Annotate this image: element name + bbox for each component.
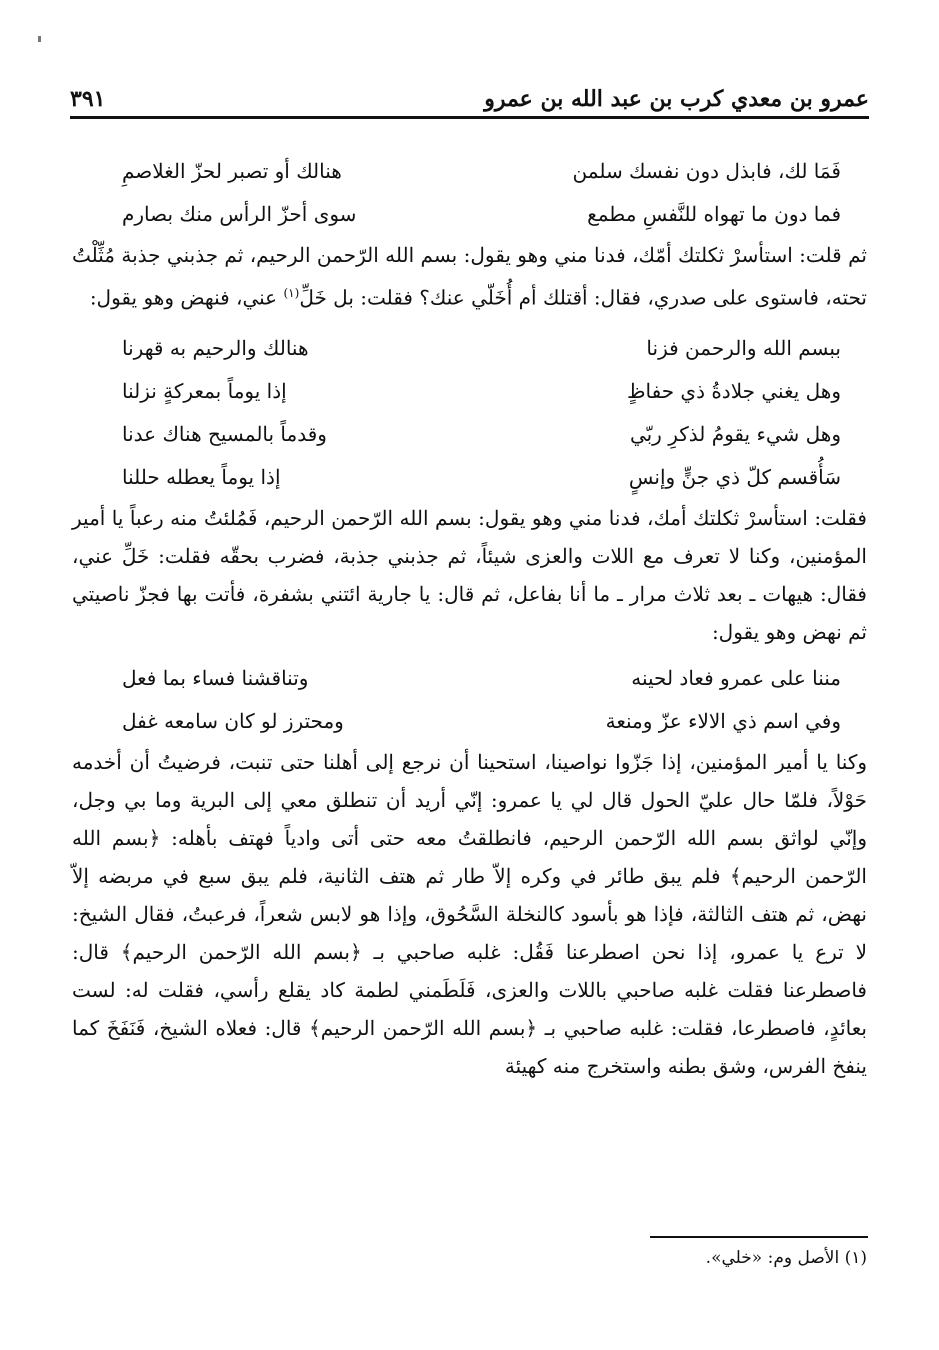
page-number: ٣٩١ xyxy=(70,86,106,112)
verse-first-hemistich: مننا على عمرو فعاد لحينه xyxy=(631,665,841,690)
verse-first-hemistich: فما دون ما تهواه للنَّفسِ مطمع xyxy=(587,202,841,226)
verse-line xyxy=(72,413,867,456)
verse-line xyxy=(72,193,867,236)
prose-paragraph: وكنا يا أمير المؤمنين، إذا جَزّوا نواصينا، استحينا أن نرجع إلى أهلنا حتى تنبت، فرضيتُ أن أخدمه حَوْلاً، فلمّا حال عليّ الحول قال لي يا عمرو: إنّي أريد أن تنطلق معي إلى البرية وما بي وجل، وإنّي لواثق بسم الله الرّحمن الرحيم، فانطلقتُ معه حتى أتى وادياً فهتف بأهله: ﴿بسم الله الرّحمن الرحيم﴾ فلم يبق طائر في وكره إلاّ طار ثم هتف الثانية، فلم يبق سبع في مربضه إلاّ نهض، ثم هتف الثالثة، فإذا هو بأسود كالنخلة السَّحُوق، وإذا هو لابس شعراً، فرعبتُ، فقال الشيخ: لا ترع يا عمرو، إذا نحن اصطرعنا فَقُل: غلبه صاحبي بـ ﴿بسم الله الرّحمن الرحيم﴾ قال: فاصطرعنا فقلت غلبه صاحبي باللات والعزى، فَلَطَمني لطمة كاد يقلع رأسي، فقلت له: لست بعائدٍ، فاصطرعا، فقلت: غلبه صاحبي بـ ﴿بسم الله الرّحمن الرحيم﴾ قال: فعلاه الشيخ، فَنَفَخَ كما ينفخ الفرس، وشق بطنه واستخرج منه كهيئة xyxy=(72,749,867,1078)
verse-second-hemistich: وتناقشنا فساء بما فعل xyxy=(122,665,309,690)
main-text xyxy=(72,150,867,1085)
running-header xyxy=(70,82,869,119)
prose-paragraph xyxy=(72,236,867,317)
verse-second-hemistich: ومحترز لو كان سامعه غفل xyxy=(122,708,344,733)
verse-second-hemistich: هنالك أو تصبر لحزّ الغلاصمِ xyxy=(122,159,342,183)
verse-line xyxy=(72,700,867,743)
running-title: عمرو بن معدي كرب بن عبد الله بن عمرو xyxy=(484,86,869,112)
verse-first-hemistich: وهل شيء يقومُ لذكرِ ربّي xyxy=(629,421,841,446)
verse-first-hemistich: فَمَا لك، فابذل دون نفسك سلمن xyxy=(572,159,841,183)
paragraph-text: ثم قلت: استأسرْ ثكلتك أمّك، فدنا مني وهو يقول: بسم الله الرّحمن الرحيم، ثم جذبني جذبة مُثِّلْتُ تحته، فاستوى على صدري، فقال: أقتلك أم أُخَلّي عنك؟ فقلت: بل خَلِّ xyxy=(72,243,867,310)
verse-first-hemistich: وهل يغني جلادةُ ذي حفاظٍ xyxy=(626,378,841,403)
paragraph-text-tail: عني، فنهض وهو يقول: xyxy=(89,285,284,310)
verse-first-hemistich: سَأُقسم كلّ ذي جنٍّ وإنسٍ xyxy=(628,464,841,489)
verse-line xyxy=(72,327,867,370)
verse-line xyxy=(72,456,867,499)
verse-line xyxy=(72,150,867,193)
verse-second-hemistich: وقدماً بالمسيح هناك عدنا xyxy=(122,421,327,446)
verse-line xyxy=(72,370,867,413)
prose-paragraph: فقلت: استأسرْ ثكلتك أمك، فدنا مني وهو يقول: بسم الله الرّحمن الرحيم، فَمُلئتُ منه رعباً يا أمير المؤمنين، وكنا لا تعرف مع اللات والعزى شيئاً، ثم جذبني جذبة، فضرب بحقّه فقلت: خَلِّ عني، فقال: هيهات ـ بعد ثلاث مرار ـ ما أنا بفاعل، ثم قال: يا جارية ائتني بشفرة، فأتت بها فجزّ ناصيتي ثم نهض وهو يقول: xyxy=(72,505,867,644)
verse-second-hemistich: إذا يوماً يعطله حللنا xyxy=(122,464,281,489)
scan-speck xyxy=(38,36,41,42)
spacer xyxy=(72,317,867,327)
verse-line xyxy=(72,657,867,700)
footnote-marker: (١) xyxy=(283,286,300,300)
verse-second-hemistich: هنالك والرحيم به قهرنا xyxy=(122,335,309,360)
verse-second-hemistich: إذا يوماً بمعركةٍ نزلنا xyxy=(122,378,287,403)
verse-second-hemistich: سوى أحزّ الرأس منك بصارم xyxy=(122,202,357,226)
footnote: (١) الأصل وم: «خلي». xyxy=(705,1248,867,1268)
verse-first-hemistich: ببسم الله والرحمن فزنا xyxy=(646,335,841,360)
footnote-separator xyxy=(650,1236,868,1238)
verse-first-hemistich: وفي اسم ذي الالاء عزّ ومنعة xyxy=(605,708,841,733)
